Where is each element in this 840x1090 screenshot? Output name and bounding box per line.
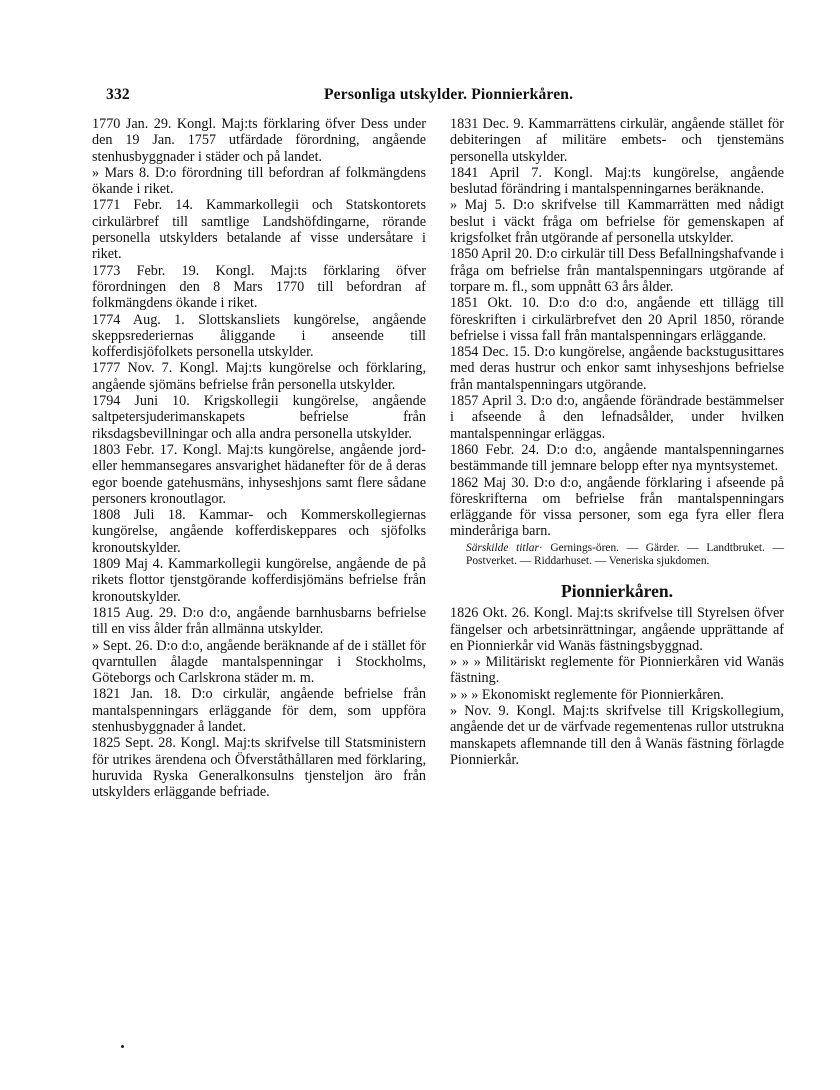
entry: 1850 April 20. D:o cirkulär till Dess Befallningshafvande i fråga om befrielse från mantalspenningars utgörande af torpare m. fl., som uppnått 63 års ålder. (450, 246, 784, 295)
cross-reference-note (450, 542, 784, 569)
entry: » Nov. 9. Kongl. Maj:ts skrifvelse till Krigskollegium, angående det ur de värfvade regementenas rullor utstrukna manskapets aflemnande till den å Wanäs fästning förlagde Pionnierkår. (450, 702, 784, 768)
entry: 1862 Maj 30. D:o d:o, angående förklaring i afseende på föreskrifterna om befrielse från mantalspenningars erläggande för vissa personer, som ega fyra eller flera minderåriga barn. (450, 474, 784, 540)
stray-dot (121, 1045, 124, 1048)
right-column (450, 116, 784, 768)
entry: 1808 Juli 18. Kammar- och Kommerskollegiernas kungörelse, angående kofferdiskeppares och sjöfolks kronoutskylder. (92, 507, 426, 556)
entry: 1860 Febr. 24. D:o d:o, angående mantalspenningarnes bestämmande till jemnare belopp efter nya myntsystemet. (450, 441, 784, 475)
entry: 1821 Jan. 18. D:o cirkulär, angående befrielse från mantalspenningars erläggande för dem, som uppföra stenhusbyggnader å landet. (92, 686, 426, 735)
entry: 1774 Aug. 1. Slottskansliets kungörelse, angående skeppsrederiernas åliggande i anseende till kofferdisjöfolkets personella utskylder. (92, 311, 426, 361)
entry: 1809 Maj 4. Kammarkollegii kungörelse, angående de på rikets flottor tjenstgörande kofferdisjömäns befrielse från kronoutskylder. (92, 556, 426, 605)
running-title: Personliga utskylder. Pionnierkåren. (324, 86, 574, 103)
entry: 1857 April 3. D:o d:o, angående förändrade bestämmelser i afseende å den lefnadsålder, under hvilken mantalspenningar erläggas. (450, 393, 784, 442)
entry: 1770 Jan. 29. Kongl. Maj:ts förklaring öfver Dess under den 19 Jan. 1757 utfärdade förordning, angående stenhusbyggnader i städer och på landet. (92, 116, 426, 165)
entry: 1831 Dec. 9. Kammarrättens cirkulär, angående stället för debiteringen af militäre embets- och tjenstemäns personella utskylder. (450, 116, 784, 165)
entry: » Maj 5. D:o skrifvelse till Kammarrätten med nådigt beslut i väckt fråga om befrielse för gemenskapen af krigsfolket från utgörande af personella utskylder. (450, 197, 784, 247)
entry: 1826 Okt. 26. Kongl. Maj:ts skrifvelse till Styrelsen öfver fängelser och arbetsinrättningar, angående upprättande af en Pionnierkår vid Wanäs fästningsbyggnad. (450, 605, 784, 654)
entry: 1854 Dec. 15. D:o kungörelse, angående backstugusittares med deras hustrur och enkor samt inhyseshjons befrielse från mantalspenningars utgörande. (450, 344, 784, 393)
entry: 1773 Febr. 19. Kongl. Maj:ts förklaring öfver förordningen den 8 Mars 1770 till befordran af folkmängdens ökande i riket. (92, 262, 426, 312)
entry: 1777 Nov. 7. Kongl. Maj:ts kungörelse och förklaring, angående sjömäns befrielse från personella utskylder. (92, 360, 426, 393)
entry: 1771 Febr. 14. Kammarkollegii och Statskontorets cirkulärbref till samtlige Landshöfdingarne, rörande personella utskylders betalande af visse undersåtare i riket. (92, 197, 426, 263)
entry: 1825 Sept. 28. Kongl. Maj:ts skrifvelse till Statsministern för utrikes ärendena och Öfverståthållaren med förklaring, huruvida Ryska Generalkonsulns tjensteljon äro från utskylders erläggande befriade. (92, 735, 426, 801)
entry: » Sept. 26. D:o d:o, angående beräknande af de i stället för qvarntullen ålagde mantalspenningar i Stockholms, Göteborgs och Carlskrona städer m. m. (92, 637, 426, 687)
note-label: Särskilde titlar (466, 541, 539, 554)
entry: 1851 Okt. 10. D:o d:o d:o, angående ett tillägg till föreskriften i cirkulärbrefvet den 20 April 1850, rörande befrielse i vissa fall från mantalspenningars erläggande. (450, 295, 784, 344)
entry: » » » Militäriskt reglemente för Pionnierkåren vid Wanäs fästning. (450, 654, 784, 687)
note-text: · Gernings-ören. — Gärder. — Landtbruket. — Postverket. — Riddarhuset. — Veneriska sjukdomen. (466, 541, 784, 568)
entry: 1841 April 7. Kongl. Maj:ts kungörelse, angående beslutad förändring i mantalspenningarnes beräknande. (450, 164, 784, 198)
entry: » Mars 8. D:o förordning till befordran af folkmängdens ökande i riket. (92, 164, 426, 198)
left-column (92, 116, 426, 800)
section-title: Pionnierkåren. (561, 580, 673, 601)
page-number: 332 (106, 86, 130, 103)
entry: 1815 Aug. 29. D:o d:o, angående barnhusbarns befrielse till en viss ålder från allmänna utskylder. (92, 604, 426, 638)
entry: » » » Ekonomiskt reglemente för Pionnierkåren. (450, 686, 724, 703)
entry: 1803 Febr. 17. Kongl. Maj:ts kungörelse, angående jord- eller hemmansegares ansvarighet hädanefter för de å deras egor boende gatehusmäns, inhyseshjons samt flere sådane personers kronoutlagor. (92, 441, 426, 507)
entry: 1794 Juni 10. Krigskollegii kungörelse, angående saltpetersjuderimanskapets befrielse från riksdagsbevillningar och alla andra personella utskylder. (92, 393, 426, 442)
